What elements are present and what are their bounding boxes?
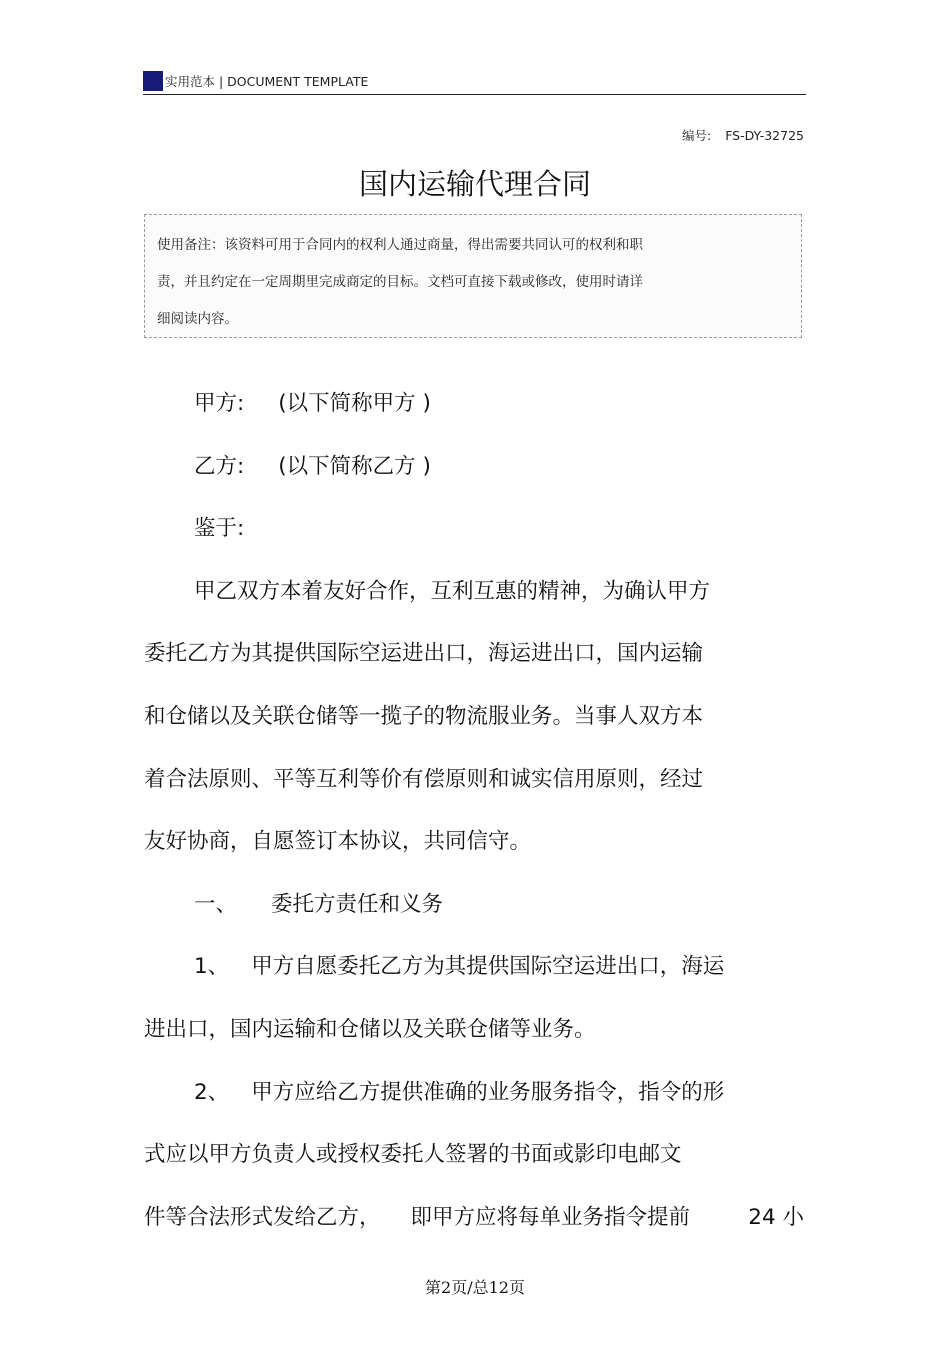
logo-square-icon xyxy=(143,71,163,91)
clause-number: 1、 xyxy=(194,954,230,980)
clause-line xyxy=(144,936,804,999)
section-heading xyxy=(144,874,804,937)
usage-note-line: 责，并且约定在一定周期里完成商定的目标。文档可直接下载或修改，使用时请详 xyxy=(157,274,643,290)
clause-text: 24 小 xyxy=(748,1204,804,1230)
page-title: 国内运输代理合同 xyxy=(358,167,591,201)
usage-note-line: 细阅读内容。 xyxy=(157,311,238,327)
clause-text: 甲方应给乙方提供准确的业务服务指令，指令的形 xyxy=(251,1079,725,1105)
party-b-note: (以下简称乙方 ) xyxy=(278,453,431,479)
whereas-line: 鉴于: xyxy=(194,516,245,542)
document-header xyxy=(143,68,806,95)
intro-paragraph-line: 委托乙方为其提供国际空运进出口，海运进出口，国内运输 xyxy=(144,641,704,667)
party-a-line xyxy=(144,373,804,436)
intro-paragraph-line: 着合法原则、平等互利等价有偿原则和诚实信用原则，经过 xyxy=(144,766,704,792)
clause-line xyxy=(144,1062,804,1125)
header-label: 实用范本 | DOCUMENT TEMPLATE xyxy=(165,74,369,89)
party-a-note: (以下简称甲方 ) xyxy=(278,391,431,416)
document-number-value: FS-DY-32725 xyxy=(725,128,804,143)
contract-body xyxy=(144,373,804,1249)
clause-line xyxy=(144,1187,804,1250)
party-a-label: 甲方: xyxy=(194,391,245,416)
section-title: 委托方责任和义务 xyxy=(271,891,444,917)
clause-text: 即甲方应将每单业务指令提前 xyxy=(410,1204,691,1230)
intro-paragraph-line: 和仓储以及关联仓储等一揽子的物流服业务。当事人双方本 xyxy=(144,703,704,729)
page-footer: 第2页/总12页 xyxy=(425,1278,525,1297)
usage-note-box xyxy=(144,214,802,338)
section-number: 一、 xyxy=(194,891,238,917)
clause-line: 式应以甲方负责人或授权委托人签署的书面或影印电邮文 xyxy=(144,1142,682,1168)
intro-paragraph-line: 甲乙双方本着友好合作，互利互惠的精神，为确认甲方 xyxy=(194,578,711,604)
clause-text: 甲方自愿委托乙方为其提供国际空运进出口，海运 xyxy=(251,954,725,980)
document-number-label: 编号: xyxy=(681,128,712,143)
clause-number: 2、 xyxy=(194,1079,230,1105)
usage-note-line: 使用备注：该资料可用于合同内的权利人通过商量，得出需要共同认可的权利和职 xyxy=(157,237,643,253)
intro-paragraph-line: 友好协商，自愿签订本协议，共同信守。 xyxy=(144,829,532,855)
clause-text: 件等合法形式发给乙方， xyxy=(144,1204,381,1230)
clause-line: 进出口，国内运输和仓储以及关联仓储等业务。 xyxy=(144,1016,596,1042)
party-b-label: 乙方: xyxy=(194,453,245,479)
party-b-line xyxy=(144,436,804,499)
document-number xyxy=(682,126,804,144)
